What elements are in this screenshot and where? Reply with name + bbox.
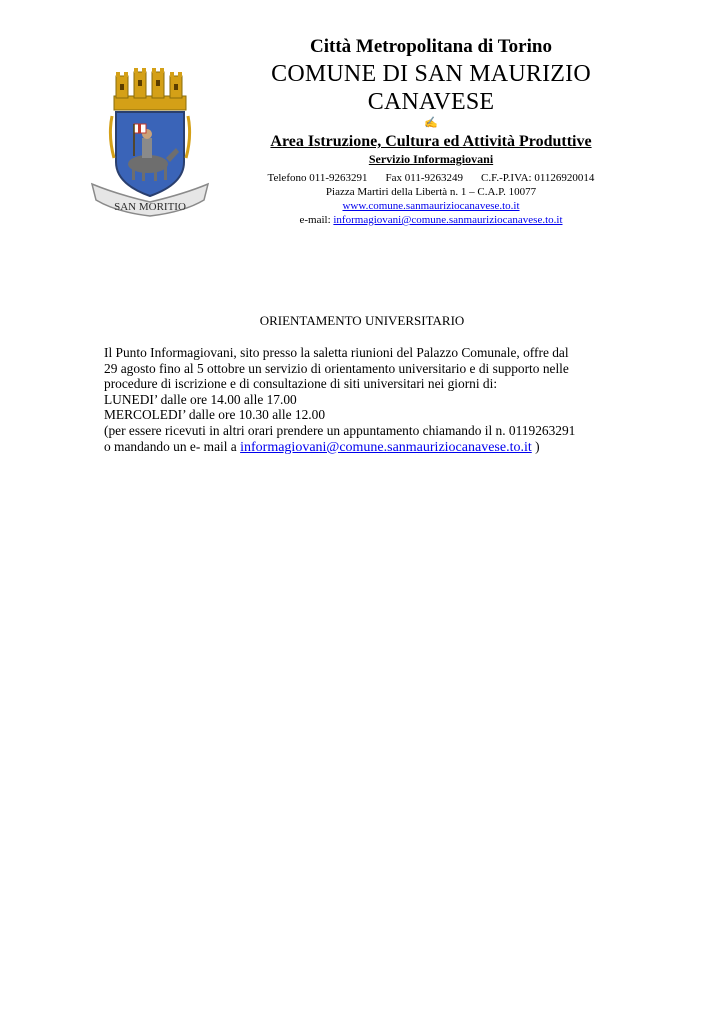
letterhead <box>232 34 630 227</box>
body-line-email <box>104 439 644 456</box>
coat-of-arms-logo <box>86 66 214 218</box>
email-suffix: ) <box>531 438 540 454</box>
contact-info <box>232 171 630 227</box>
city-title: Città Metropolitana di Torino <box>310 36 552 57</box>
website-link[interactable]: www.comune.sanmauriziocanavese.to.it <box>342 200 520 212</box>
crest-banner-text: SAN MORITIO <box>114 201 186 213</box>
body-line: (per essere ricevuti in altri orari prendere un appuntamento chiamando il n. 0119263291 <box>104 422 576 438</box>
email-line <box>232 213 630 227</box>
monday-hours: LUNEDI’ dalle ore 14.00 alle 17.00 <box>104 391 297 407</box>
address: Piazza Martiri della Libertà n. 1 – C.A.P. 10077 <box>325 186 537 198</box>
body-paragraph <box>104 345 644 455</box>
body-email-link[interactable]: informagiovani@comune.sanmauriziocanavese.to.it <box>240 439 532 455</box>
service-title: Servizio Informagiovani <box>368 152 494 166</box>
email-prefix: o mandando un e- mail a <box>104 438 241 454</box>
ornament-icon: ✍ <box>424 117 438 129</box>
phone-fax-vat-line <box>232 171 630 185</box>
body-line: 29 agosto fino al 5 ottobre un servizio di orientamento universitario e di supporto nelle <box>104 360 569 376</box>
body-line: procedure di iscrizione e di consultazione di siti universitari nei giorni di: <box>104 376 498 392</box>
wednesday-hours: MERCOLEDI’ dalle ore 10.30 alle 12.00 <box>104 407 326 423</box>
body-line: Il Punto Informagiovani, sito presso la saletta riunioni del Palazzo Comunale, offre dal <box>104 345 569 360</box>
email-link[interactable]: informagiovani@comune.sanmauriziocanavese.to.it <box>333 214 563 226</box>
email-label: e-mail: <box>299 214 331 226</box>
document-title: ORIENTAMENTO UNIVERSITARIO <box>259 313 465 328</box>
vat-number: C.F.-P.IVA: 01126920014 <box>481 172 595 184</box>
fax-number: Fax 011-9263249 <box>385 172 464 184</box>
comune-title: COMUNE DI SAN MAURIZIO CANAVESE <box>271 61 591 115</box>
area-title: Area Istruzione, Cultura ed Attività Produttive <box>270 133 592 150</box>
phone-number: Telefono 011-9263291 <box>267 172 368 184</box>
